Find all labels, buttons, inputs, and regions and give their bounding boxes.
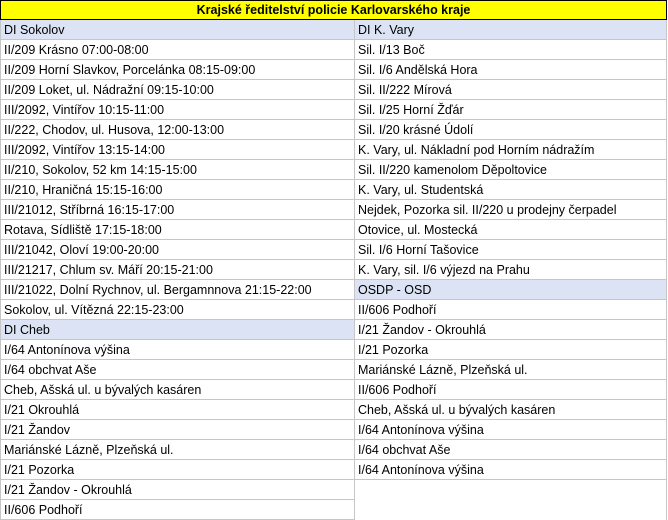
table-cell[interactable]: II/606 Podhoří [355, 300, 667, 320]
table-cell[interactable]: I/21 Okrouhlá [0, 400, 355, 420]
table-cell[interactable]: II/209 Horní Slavkov, Porcelánka 08:15-09:00 [0, 60, 355, 80]
table-cell[interactable]: Mariánské Lázně, Plzeňská ul. [355, 360, 667, 380]
table-cell[interactable]: Sokolov, ul. Vítězná 22:15-23:00 [0, 300, 355, 320]
table-cell[interactable]: III/21042, Oloví 19:00-20:00 [0, 240, 355, 260]
table-cell[interactable]: K. Vary, ul. Studentská [355, 180, 667, 200]
table-cell[interactable]: Sil. I/20 krásné Údolí [355, 120, 667, 140]
table-cell[interactable]: II/222, Chodov, ul. Husova, 12:00-13:00 [0, 120, 355, 140]
table-cell[interactable]: Sil. I/6 Andělská Hora [355, 60, 667, 80]
table-cell[interactable]: III/2092, Vintířov 10:15-11:00 [0, 100, 355, 120]
section-header-cell[interactable]: DI K. Vary [355, 20, 667, 40]
table-cell[interactable]: I/64 Antonínova výšina [355, 460, 667, 480]
table-cell[interactable]: Sil. II/222 Mírová [355, 80, 667, 100]
table-cell[interactable]: Sil. II/220 kamenolom Děpoltovice [355, 160, 667, 180]
table-cell[interactable]: II/209 Krásno 07:00-08:00 [0, 40, 355, 60]
table-cell[interactable]: III/21217, Chlum sv. Máří 20:15-21:00 [0, 260, 355, 280]
section-header-cell[interactable]: DI Cheb [0, 320, 355, 340]
section-header-cell[interactable]: OSDP - OSD [355, 280, 667, 300]
table-cell[interactable]: K. Vary, sil. I/6 výjezd na Prahu [355, 260, 667, 280]
table-cell[interactable]: I/21 Pozorka [0, 460, 355, 480]
table-cell[interactable]: I/64 obchvat Aše [355, 440, 667, 460]
table-cell[interactable]: Rotava, Sídliště 17:15-18:00 [0, 220, 355, 240]
table-cell[interactable]: Cheb, Ašská ul. u bývalých kasáren [0, 380, 355, 400]
table-cell[interactable]: K. Vary, ul. Nákladní pod Horním nádražím [355, 140, 667, 160]
table-cell[interactable]: II/210, Hraničná 15:15-16:00 [0, 180, 355, 200]
table-cell[interactable]: II/606 Podhoří [355, 380, 667, 400]
table-cell[interactable]: Nejdek, Pozorka sil. II/220 u prodejny čerpadel [355, 200, 667, 220]
sheet-title[interactable]: Krajské ředitelství policie Karlovarského kraje [0, 0, 667, 20]
table-cell[interactable]: III/2092, Vintířov 13:15-14:00 [0, 140, 355, 160]
table-cell[interactable]: I/21 Žandov [0, 420, 355, 440]
table-cell[interactable]: Mariánské Lázně, Plzeňská ul. [0, 440, 355, 460]
table-cell[interactable]: I/64 Antonínova výšina [355, 420, 667, 440]
table-cell[interactable]: II/209 Loket, ul. Nádražní 09:15-10:00 [0, 80, 355, 100]
table-cell[interactable]: I/64 obchvat Aše [0, 360, 355, 380]
table-cell[interactable]: III/21022, Dolní Rychnov, ul. Bergamnnova 21:15-22:00 [0, 280, 355, 300]
table-cell[interactable]: I/21 Žandov - Okrouhlá [355, 320, 667, 340]
section-header-cell[interactable]: DI Sokolov [0, 20, 355, 40]
table-cell[interactable]: I/64 Antonínova výšina [0, 340, 355, 360]
table-cell[interactable]: Sil. I/13 Boč [355, 40, 667, 60]
table-cell[interactable]: II/606 Podhoří [0, 500, 355, 520]
table-cell[interactable]: I/21 Pozorka [355, 340, 667, 360]
right-column [355, 20, 667, 520]
table-cell[interactable]: Sil. I/25 Horní Žďár [355, 100, 667, 120]
left-column [0, 20, 355, 520]
table-cell[interactable]: Otovice, ul. Mostecká [355, 220, 667, 240]
empty-cell[interactable] [355, 480, 667, 520]
table-cell[interactable]: II/210, Sokolov, 52 km 14:15-15:00 [0, 160, 355, 180]
table-cell[interactable]: III/21012, Stříbrná 16:15-17:00 [0, 200, 355, 220]
table-cell[interactable]: Cheb, Ašská ul. u bývalých kasáren [355, 400, 667, 420]
table-cell[interactable]: I/21 Žandov - Okrouhlá [0, 480, 355, 500]
table-cell[interactable]: Sil. I/6 Horní Tašovice [355, 240, 667, 260]
